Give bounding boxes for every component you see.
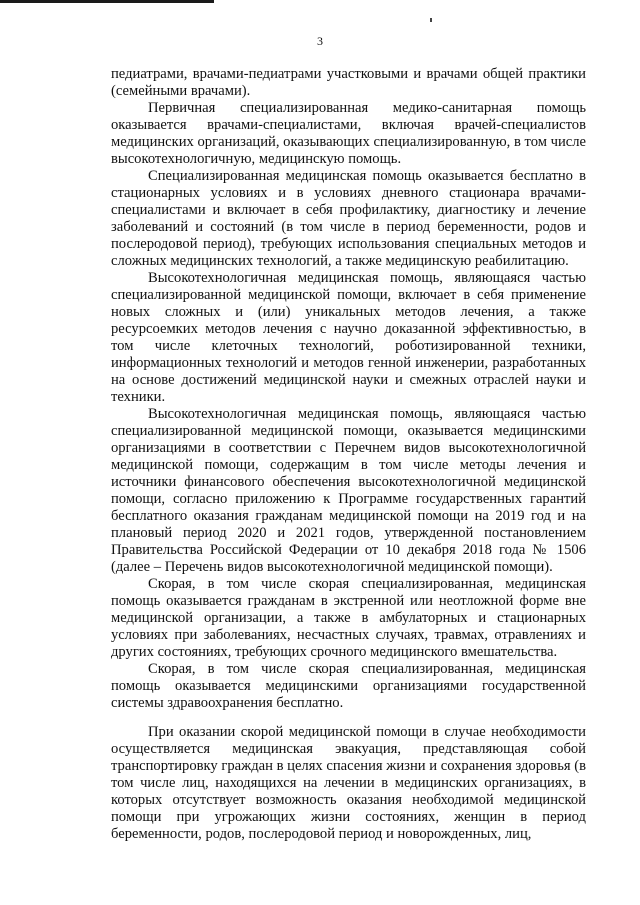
page-number: 3 [317,34,323,48]
paragraph: Специализированная медицинская помощь оказывается бесплатно в стационарных условиях и в условиях дневного стационара врачами-специалистами и включает в себя профилактику, диагностику и лечение заболеваний и состояний (в том числе в период беременности, родов и послеродовой период), требующих использования специальных методов и сложных медицинских технологий, а также медицинскую реабилитацию. [111,168,586,269]
document-body [111,66,586,843]
paragraph: Скорая, в том числе скорая специализированная, медицинская помощь оказывается гражданам в экстренной или неотложной форме вне медицинской организации, а также в амбулаторных и стационарных условиях при заболеваниях, несчастных случаях, травмах, отравлениях и других состояниях, требующих срочного медицинского вмешательства. [111,576,586,660]
paragraph: Первичная специализированная медико-санитарная помощь оказывается врачами-специалистами, включая врачей-специалистов медицинских организаций, оказывающих специализированную, в том числе высокотехнологичную, медицинскую помощь. [111,100,586,167]
scan-speck [430,18,432,22]
paragraph: Высокотехнологичная медицинская помощь, являющаяся частью специализированной медицинской помощи, оказывается медицинскими организациями в соответствии с Перечнем видов высокотехнологичной медицинской помощи, содержащим в том числе методы лечения и источники финансового обеспечения высокотехнологичной медицинской помощи, согласно приложению к Программе государственных гарантий бесплатного оказания гражданам медицинской помощи на 2019 год и на плановый период 2020 и 2021 годов, утвержденной постановлением Правительства Российской Федерации от 10 декабря 2018 года № 1506 (далее – Перечень видов высокотехнологичной медицинской помощи). [111,406,586,575]
paragraph: При оказании скорой медицинской помощи в случае необходимости осуществляется медицинская эвакуация, представляющая собой транспортировку граждан в целях спасения жизни и сохранения здоровья (в том числе лиц, находящихся на лечении в медицинских организациях, в которых отсутствует возможность оказания необходимой медицинской помощи при угрожающих жизни состояниях, женщин в период беременности, родов, послеродовой период и новорожденных, лиц, [111,724,586,842]
paragraph: Скорая, в том числе скорая специализированная, медицинская помощь оказывается медицинскими организациями государственной системы здравоохранения бесплатно. [111,661,586,711]
scan-edge-line [0,0,214,3]
paragraph: Высокотехнологичная медицинская помощь, являющаяся частью специализированной медицинской помощи, включает в себя применение новых сложных и (или) уникальных методов лечения, а также ресурсоемких методов лечения с научно доказанной эффективностью, в том числе клеточных технологий, роботизированной техники, информационных технологий и методов генной инженерии, разработанных на основе достижений медицинской науки и смежных отраслей науки и техники. [111,270,586,405]
paragraph: педиатрами, врачами-педиатрами участковыми и врачами общей практики (семейными врачами). [111,66,586,99]
